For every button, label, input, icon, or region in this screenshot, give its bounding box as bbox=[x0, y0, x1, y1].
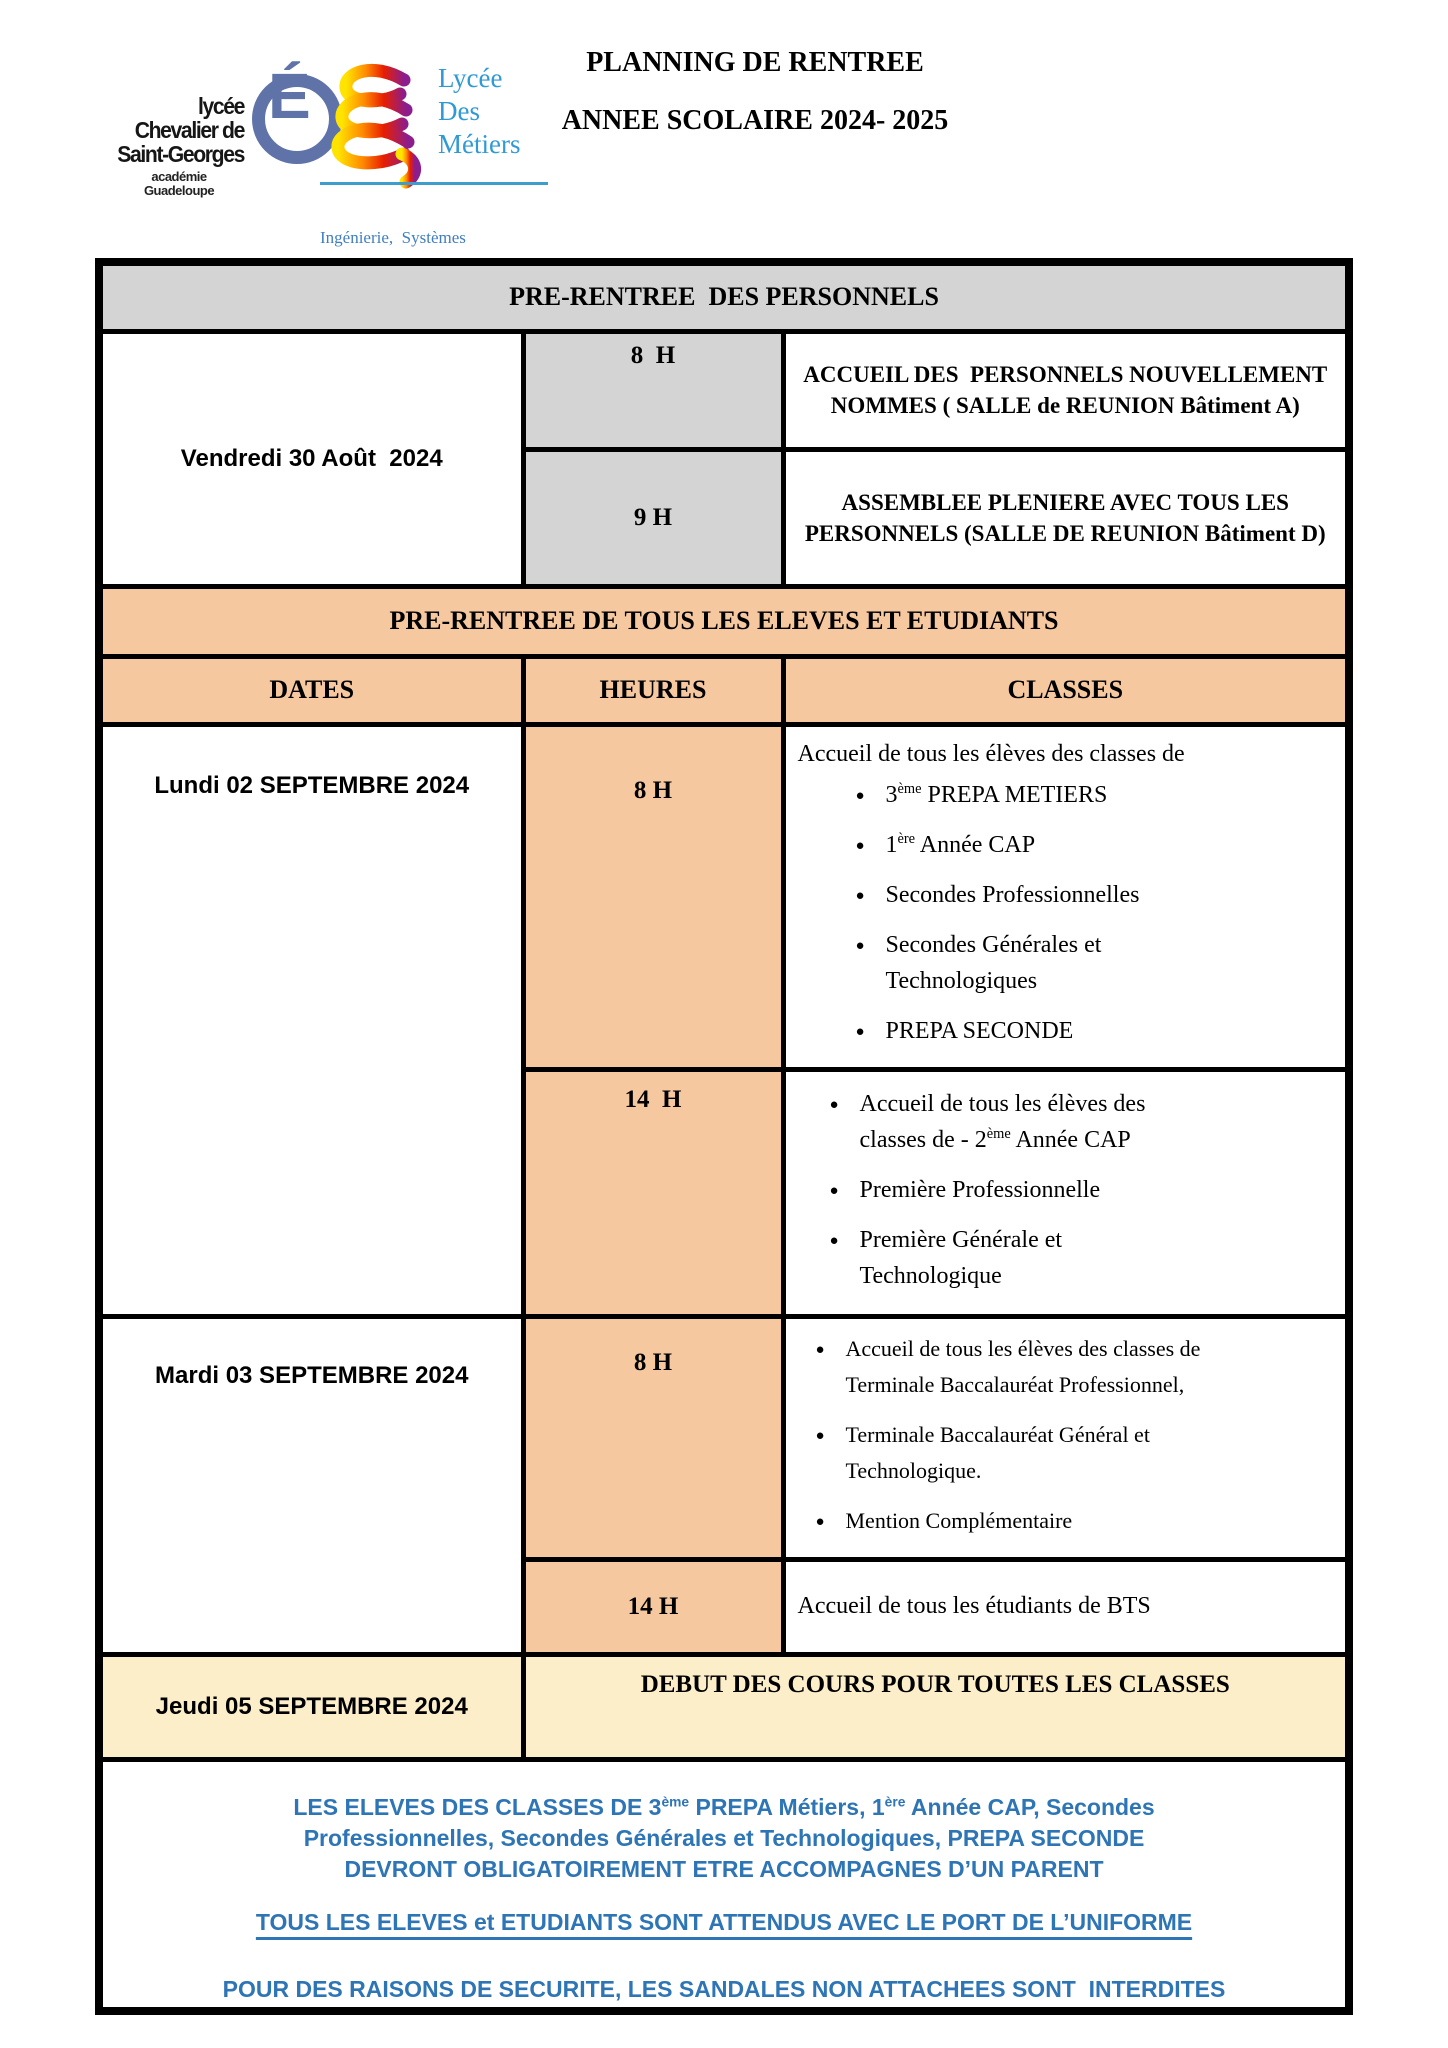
time-lundi-14h: 14 H bbox=[523, 1069, 783, 1316]
list-item: ● 3ème PREPA METIERS bbox=[856, 777, 1216, 813]
lundi-8h-row bbox=[99, 724, 1349, 1069]
title-line-1: PLANNING DE RENTREE bbox=[586, 47, 924, 78]
date-mardi: Mardi 03 SEPTEMBRE 2024 bbox=[99, 1316, 523, 1654]
academie-line3: Saint-Georges bbox=[117, 141, 244, 167]
lundi-8h-intro: Accueil de tous les élèves des classes de bbox=[797, 740, 1185, 767]
time-vendredi-9h: 9 H bbox=[523, 449, 783, 586]
lycee-des-metiers-title bbox=[438, 62, 520, 161]
mardi-8h-row bbox=[99, 1316, 1349, 1559]
lundi-14h-class-list bbox=[830, 1086, 1338, 1294]
notes-paragraph-uniforme: TOUS LES ELEVES et ETUDIANTS SONT ATTENDUS AVEC LE PORT DE L’UNIFORME bbox=[255, 1908, 1193, 1935]
time-lundi-8h: 8 H bbox=[523, 724, 783, 1069]
date-jeudi: Jeudi 05 SEPTEMBRE 2024 bbox=[99, 1654, 523, 1759]
content-lundi-8h bbox=[783, 724, 1349, 1069]
list-item: ● Accueil de tous les élèves des classes de - 2ème Année CAP bbox=[830, 1086, 1190, 1158]
notes-paragraph-securite: POUR DES RAISONS DE SECURITE, LES SANDALES NON ATTACHEES SONT INTERDITES bbox=[222, 1975, 1226, 2002]
lycee-des-metiers-divider bbox=[320, 182, 548, 185]
notes-line: LES ELEVES DES CLASSES DE 3ème PREPA Métiers, 1ère Année CAP, Secondes bbox=[293, 1793, 1155, 1820]
time-vendredi-8h: 8 H bbox=[523, 331, 783, 449]
lycee-des-metiers-logo bbox=[316, 56, 566, 247]
academie-line2: Chevalier de bbox=[134, 117, 244, 143]
lm-sub1: Ingénierie, Systèmes bbox=[320, 228, 466, 247]
list-item: ● PREPA SECONDE bbox=[856, 1013, 1216, 1049]
notes-section bbox=[99, 1759, 1349, 2011]
column-header-classes: CLASSES bbox=[783, 656, 1349, 724]
lundi-8h-class-list bbox=[856, 777, 1338, 1049]
academie-logo bbox=[86, 52, 326, 198]
section-eleves-header-row bbox=[99, 586, 1349, 656]
list-item: ● Première Générale et Technologique bbox=[830, 1222, 1190, 1294]
time-mardi-8h: 8 H bbox=[523, 1316, 783, 1559]
column-header-heures: HEURES bbox=[523, 656, 783, 724]
academie-letter: É bbox=[268, 60, 311, 132]
date-lundi: Lundi 02 SEPTEMBRE 2024 bbox=[99, 724, 523, 1316]
planning-table bbox=[95, 258, 1353, 2015]
content-mardi-14h: Accueil de tous les étudiants de BTS bbox=[783, 1559, 1349, 1654]
list-item: ● Mention Complémentaire bbox=[816, 1503, 1246, 1539]
list-item: ● Secondes Générales et Technologiques bbox=[856, 927, 1216, 999]
content-mardi-8h bbox=[783, 1316, 1349, 1559]
lm-line1: Lycée bbox=[438, 63, 503, 93]
notes-line: DEVRONT OBLIGATOIREMENT ETRE ACCOMPAGNES D’UN PARENT bbox=[344, 1855, 1104, 1882]
section-personnels-header: PRE-RENTREE DES PERSONNELS bbox=[99, 262, 1349, 331]
list-item: ● Première Professionnelle bbox=[830, 1172, 1190, 1208]
academie-line1: lycée bbox=[197, 93, 244, 119]
academie-sub2: Guadeloupe bbox=[143, 183, 215, 198]
list-item: ● Secondes Professionnelles bbox=[856, 877, 1216, 913]
content-lundi-14h bbox=[783, 1069, 1349, 1316]
content-vendredi-8h: ACCUEIL DES PERSONNELS NOUVELLEMENT NOMMES ( SALLE de REUNION Bâtiment A) bbox=[783, 331, 1349, 449]
jeudi-row bbox=[99, 1654, 1349, 1759]
list-item: ● Accueil de tous les élèves des classes de Terminale Baccalauréat Professionnel, bbox=[816, 1331, 1246, 1403]
academie-region bbox=[114, 170, 244, 198]
column-headers-row bbox=[99, 656, 1349, 724]
academie-logo-school-name bbox=[99, 94, 244, 166]
document-title bbox=[545, 48, 965, 136]
mardi-8h-class-list bbox=[816, 1331, 1338, 1539]
time-mardi-14h: 14 H bbox=[523, 1559, 783, 1654]
vendredi-8h-row bbox=[99, 331, 1349, 449]
notes-row bbox=[99, 1759, 1349, 2011]
title-line-2: ANNEE SCOLAIRE 2024- 2025 bbox=[561, 105, 949, 136]
lm-line3: Métiers bbox=[438, 129, 521, 159]
list-item: ● 1ère Année CAP bbox=[856, 827, 1216, 863]
column-header-dates: DATES bbox=[99, 656, 523, 724]
content-jeudi-debut-cours: DEBUT DES COURS POUR TOUTES LES CLASSES bbox=[523, 1654, 1349, 1759]
academie-sub1: académie bbox=[151, 169, 207, 184]
section-eleves-header: PRE-RENTREE DE TOUS LES ELEVES ET ETUDIANTS bbox=[99, 586, 1349, 656]
section-personnels-header-row bbox=[99, 262, 1349, 331]
notes-line: Professionnelles, Secondes Générales et Technologiques, PREPA SECONDE bbox=[303, 1824, 1145, 1851]
list-item: ● Terminale Baccalauréat Général et Technologique. bbox=[816, 1417, 1246, 1489]
swirl-icon bbox=[316, 60, 434, 192]
notes-paragraph-1 bbox=[111, 1792, 1337, 1885]
content-vendredi-9h: ASSEMBLEE PLENIERE AVEC TOUS LES PERSONNELS (SALLE DE REUNION Bâtiment D) bbox=[783, 449, 1349, 586]
date-vendredi: Vendredi 30 Août 2024 bbox=[99, 331, 523, 586]
lm-line2: Des bbox=[438, 96, 480, 126]
